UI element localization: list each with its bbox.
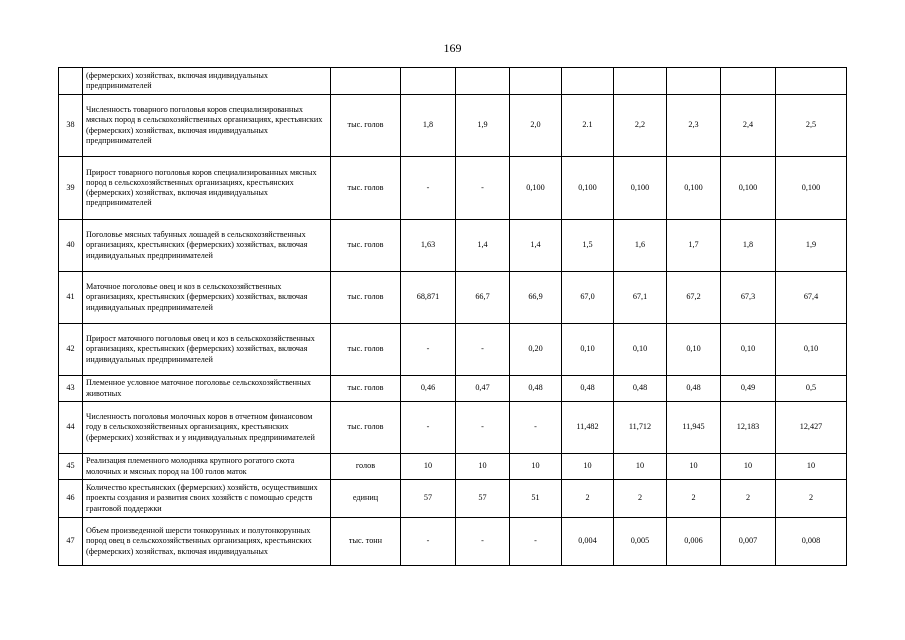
unit-cell: тыс. голов [331, 324, 401, 376]
value-cell: 2 [667, 480, 721, 518]
value-cell: 12,183 [721, 402, 776, 454]
value-cell: 66,7 [456, 272, 510, 324]
value-cell: 10 [456, 454, 510, 480]
table-row [59, 518, 847, 566]
indicator-name: Прирост маточного поголовья овец и коз в сельскохозяйственных организациях, крестьянских (фермерских) хозяйствах, включая индивидуальных предпринимателей [83, 324, 331, 376]
value-cell: 0,48 [667, 376, 721, 402]
value-cell: - [401, 324, 456, 376]
value-cell: 1,5 [562, 220, 614, 272]
row-number: 40 [59, 220, 83, 272]
value-cell: 0,100 [510, 157, 562, 220]
value-cell: 67,1 [614, 272, 667, 324]
value-cell [510, 68, 562, 95]
value-cell: 10 [562, 454, 614, 480]
row-number: 38 [59, 95, 83, 157]
value-cell: 2,3 [667, 95, 721, 157]
value-cell: 2,4 [721, 95, 776, 157]
value-cell: 0,006 [667, 518, 721, 566]
value-cell: 1,4 [456, 220, 510, 272]
value-cell: 68,871 [401, 272, 456, 324]
value-cell: 10 [721, 454, 776, 480]
row-number [59, 68, 83, 95]
value-cell: 0,49 [721, 376, 776, 402]
value-cell: 67,4 [776, 272, 847, 324]
table-row [59, 68, 847, 95]
value-cell: 51 [510, 480, 562, 518]
value-cell: - [456, 518, 510, 566]
value-cell: 0,48 [562, 376, 614, 402]
unit-cell: тыс. голов [331, 376, 401, 402]
value-cell [456, 68, 510, 95]
value-cell: 0,100 [776, 157, 847, 220]
value-cell: 0,005 [614, 518, 667, 566]
value-cell: 1,8 [401, 95, 456, 157]
value-cell: - [510, 518, 562, 566]
table-row [59, 220, 847, 272]
row-number: 47 [59, 518, 83, 566]
table-body [59, 68, 847, 566]
value-cell: 2.1 [562, 95, 614, 157]
unit-cell: тыс. голов [331, 95, 401, 157]
indicator-name: Поголовье мясных табунных лошадей в сельскохозяйственных организациях, крестьянских (фермерских) хозяйствах, включая индивидуальных предпринимателей [83, 220, 331, 272]
unit-cell: тыс. тонн [331, 518, 401, 566]
value-cell: 2 [614, 480, 667, 518]
value-cell: 1,8 [721, 220, 776, 272]
value-cell: 67,0 [562, 272, 614, 324]
value-cell: 1,9 [776, 220, 847, 272]
row-number: 44 [59, 402, 83, 454]
value-cell [776, 68, 847, 95]
unit-cell: единиц [331, 480, 401, 518]
unit-cell: тыс. голов [331, 220, 401, 272]
indicator-name: Численность товарного поголовья коров специализированных мясных пород в сельскохозяйственных организациях, крестьянских (фермерских) хозяйствах, включая индивидуальных предпринимателей [83, 95, 331, 157]
value-cell: 11,712 [614, 402, 667, 454]
value-cell: 67,3 [721, 272, 776, 324]
value-cell: 66,9 [510, 272, 562, 324]
table-row [59, 376, 847, 402]
indicator-name: Количество крестьянских (фермерских) хозяйств, осуществивших проекты создания и развития своих хозяйств с помощью средств грантовой поддержки [83, 480, 331, 518]
indicators-table [58, 67, 847, 566]
row-number: 41 [59, 272, 83, 324]
value-cell: 0,5 [776, 376, 847, 402]
table-row [59, 95, 847, 157]
value-cell: 67,2 [667, 272, 721, 324]
table-row [59, 454, 847, 480]
table-row [59, 157, 847, 220]
value-cell: 0,47 [456, 376, 510, 402]
value-cell: - [401, 157, 456, 220]
value-cell: 0,004 [562, 518, 614, 566]
value-cell [401, 68, 456, 95]
page-number: 169 [443, 41, 462, 55]
value-cell: - [401, 518, 456, 566]
value-cell: 10 [614, 454, 667, 480]
value-cell: 2 [721, 480, 776, 518]
unit-cell: тыс. голов [331, 157, 401, 220]
value-cell: - [401, 402, 456, 454]
value-cell: 0,100 [614, 157, 667, 220]
value-cell: 12,427 [776, 402, 847, 454]
value-cell: 0,46 [401, 376, 456, 402]
value-cell: 0,100 [562, 157, 614, 220]
value-cell: - [456, 324, 510, 376]
value-cell: 2 [776, 480, 847, 518]
value-cell: 10 [667, 454, 721, 480]
value-cell: 1,63 [401, 220, 456, 272]
indicator-name: Маточное поголовье овец и коз в сельскохозяйственных организациях, крестьянских (фермерских) хозяйствах, включая индивидуальных предпринимателей [83, 272, 331, 324]
row-number: 43 [59, 376, 83, 402]
table-row [59, 272, 847, 324]
value-cell: 0,100 [721, 157, 776, 220]
table-row [59, 480, 847, 518]
indicator-name: Прирост товарного поголовья коров специализированных мясных пород в сельскохозяйственных организациях, крестьянских (фермерских) хозяйствах, включая индивидуальных предпринимателей [83, 157, 331, 220]
value-cell: 10 [401, 454, 456, 480]
value-cell: 0,100 [667, 157, 721, 220]
value-cell [562, 68, 614, 95]
row-number: 42 [59, 324, 83, 376]
value-cell: 10 [776, 454, 847, 480]
unit-cell: голов [331, 454, 401, 480]
indicator-name: Объем произведенной шерсти тонкорунных и полутонкорунных пород овец в сельскохозяйственных организациях, крестьянских (фермерских) хозяйствах, включая индивидуальных [83, 518, 331, 566]
indicator-name: Численность поголовья молочных коров в отчетном финансовом году в сельскохозяйственных организациях, крестьянских (фермерских) хозяйствах и у индивидуальных предпринимателей [83, 402, 331, 454]
value-cell: 2,0 [510, 95, 562, 157]
value-cell: 57 [401, 480, 456, 518]
indicator-name: Племенное условное маточное поголовье сельскохозяйственных животных [83, 376, 331, 402]
value-cell: 0,10 [776, 324, 847, 376]
value-cell: 0,007 [721, 518, 776, 566]
unit-cell: тыс. голов [331, 402, 401, 454]
value-cell [721, 68, 776, 95]
value-cell: 2 [562, 480, 614, 518]
value-cell: 1,4 [510, 220, 562, 272]
value-cell: 2,2 [614, 95, 667, 157]
value-cell: 0,20 [510, 324, 562, 376]
value-cell: 0,10 [614, 324, 667, 376]
row-number: 45 [59, 454, 83, 480]
table-row [59, 402, 847, 454]
value-cell: 0,10 [562, 324, 614, 376]
row-number: 39 [59, 157, 83, 220]
value-cell [614, 68, 667, 95]
value-cell: 11,482 [562, 402, 614, 454]
value-cell: 0,10 [667, 324, 721, 376]
table-row [59, 324, 847, 376]
value-cell: 1,6 [614, 220, 667, 272]
value-cell: - [510, 402, 562, 454]
value-cell: 1,7 [667, 220, 721, 272]
indicator-name: Реализация племенного молодняка крупного рогатого скота молочных и мясных пород на 100 голов маток [83, 454, 331, 480]
value-cell: 57 [456, 480, 510, 518]
value-cell: 0,48 [510, 376, 562, 402]
value-cell: 2,5 [776, 95, 847, 157]
value-cell: 0,008 [776, 518, 847, 566]
value-cell [667, 68, 721, 95]
row-number: 46 [59, 480, 83, 518]
unit-cell: тыс. голов [331, 272, 401, 324]
value-cell: 0,10 [721, 324, 776, 376]
indicator-name: (фермерских) хозяйствах, включая индивидуальных предпринимателей [83, 68, 331, 95]
value-cell: 10 [510, 454, 562, 480]
value-cell: 11,945 [667, 402, 721, 454]
value-cell: - [456, 402, 510, 454]
value-cell: - [456, 157, 510, 220]
value-cell: 1,9 [456, 95, 510, 157]
unit-cell [331, 68, 401, 95]
value-cell: 0,48 [614, 376, 667, 402]
